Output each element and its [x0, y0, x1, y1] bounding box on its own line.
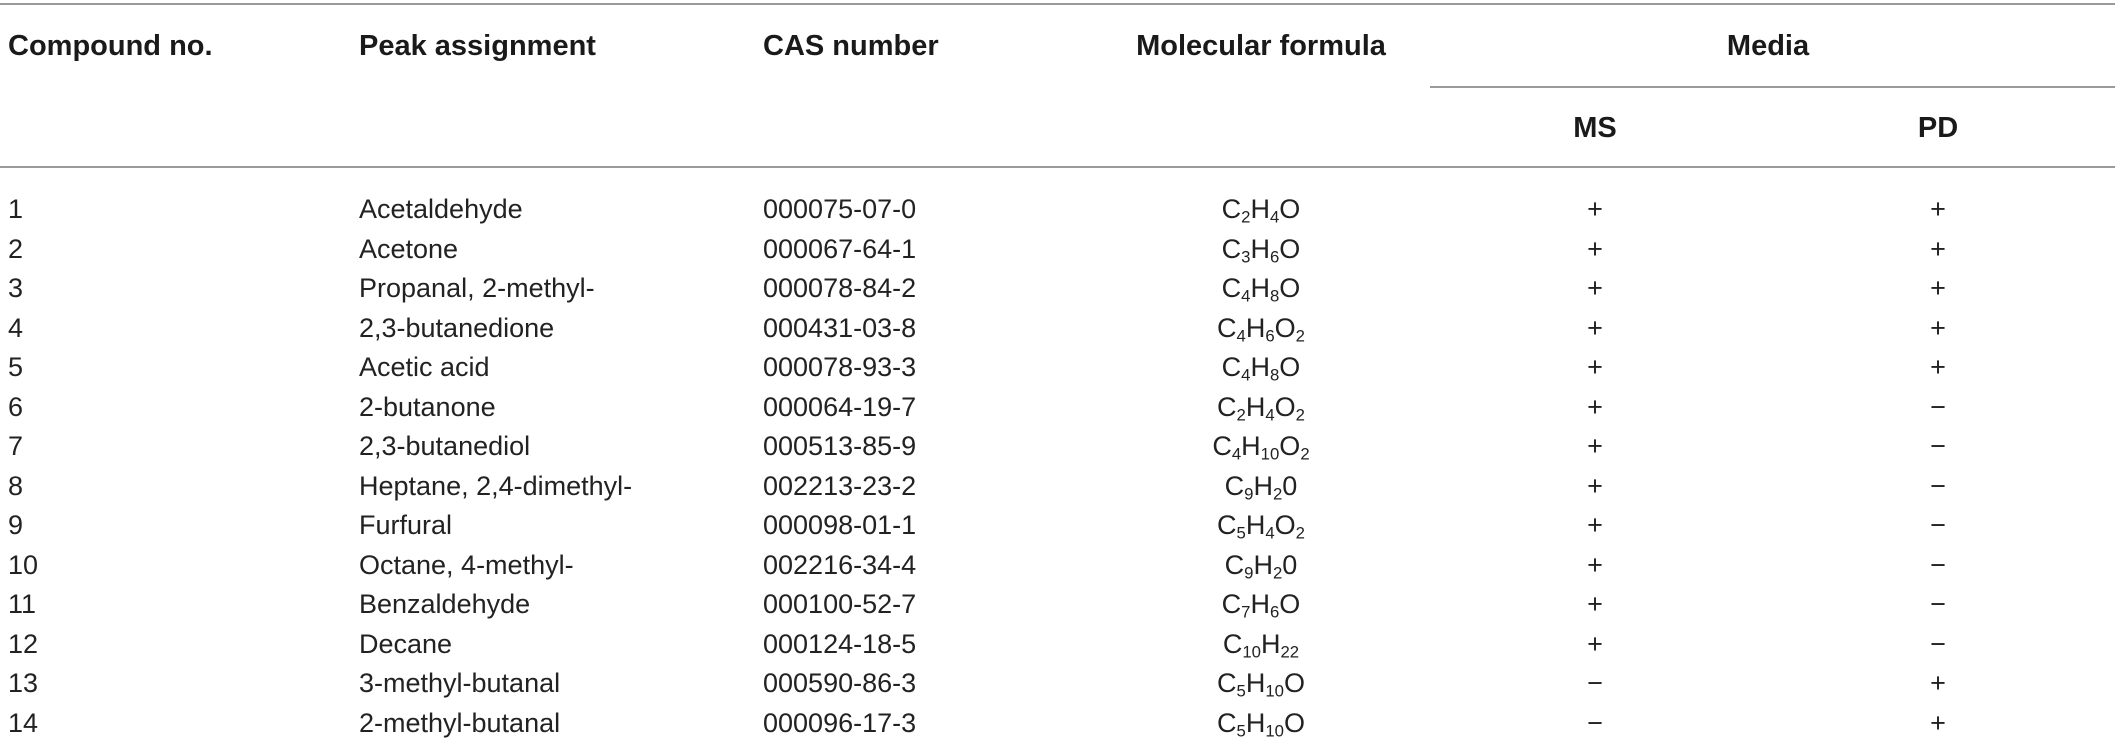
pd-cell: + [1930, 708, 1946, 738]
pd-cell: − [1930, 392, 1946, 422]
media-rule [1430, 86, 2115, 88]
cas-number-cell: 000064-19-7 [763, 392, 917, 422]
pd-cell: − [1930, 510, 1946, 540]
cas-number-cell: 000100-52-7 [763, 589, 917, 619]
formula-subscript: 6 [1269, 247, 1280, 267]
molecular-formula-cell: $C_9H_20$ [1224, 471, 1298, 504]
peak-assignment-cell: Acetaldehyde [359, 194, 523, 224]
peak-assignment-cell: Acetic acid [359, 352, 490, 382]
compound-no-cell: 5 [8, 352, 24, 382]
ms-cell: + [1587, 392, 1603, 422]
pd-cell: + [1930, 313, 1946, 343]
ms-cell: + [1587, 194, 1603, 224]
ms-cell: + [1587, 313, 1603, 343]
ms-cell: + [1587, 550, 1603, 580]
peak-assignment-cell: 2-methyl-butanal [359, 708, 561, 738]
cas-number-cell: 002216-34-4 [763, 550, 917, 580]
ms-cell: + [1587, 234, 1603, 264]
cas-number-cell: 000431-03-8 [763, 313, 917, 343]
formula-subscript: 4 [1265, 405, 1275, 425]
formula-subscript: 4 [1236, 326, 1246, 346]
ms-cell: + [1587, 273, 1603, 303]
pd-cell: + [1930, 273, 1946, 303]
molecular-formula-cell: $C_7H_6O$ [1221, 589, 1301, 622]
header-media: Media [1726, 30, 1810, 62]
pd-cell: + [1930, 352, 1946, 382]
pd-cell: − [1930, 589, 1946, 619]
formula-subscript: 5 [1236, 721, 1246, 741]
ms-cell: + [1587, 431, 1603, 461]
pd-cell: + [1930, 234, 1946, 264]
cas-number-cell: 002213-23-2 [763, 471, 917, 501]
peak-assignment-cell: Acetone [359, 234, 459, 264]
header-compound-no: Compound no. [8, 30, 213, 62]
formula-subscript: 2 [1300, 444, 1310, 464]
formula-subscript: 8 [1269, 365, 1280, 385]
formula-subscript: 10 [1265, 681, 1284, 701]
pd-cell: − [1930, 629, 1946, 659]
compound-no-cell: 13 [8, 668, 39, 698]
compound-no-cell: 4 [8, 313, 24, 343]
pd-cell: − [1930, 431, 1946, 461]
molecular-formula-cell: $C_2H_4O_2$ [1217, 392, 1305, 425]
peak-assignment-cell: Octane, 4-methyl- [359, 550, 574, 580]
formula-subscript: 2 [1295, 523, 1305, 543]
compound-no-cell: 7 [8, 431, 24, 461]
formula-subscript: 7 [1241, 602, 1251, 622]
molecular-formula-cell: $C_9H_20$ [1224, 550, 1298, 583]
cas-number-cell: 000124-18-5 [763, 629, 917, 659]
molecular-formula-cell: $C_2H_4O$ [1221, 194, 1301, 227]
compound-no-cell: 10 [8, 550, 39, 580]
formula-subscript: 10 [1265, 721, 1284, 741]
header-peak-assignment: Peak assignment [359, 30, 596, 62]
cas-number-cell: 000096-17-3 [763, 708, 917, 738]
molecular-formula-cell: $C_5H_4O_2$ [1217, 510, 1305, 543]
header-pd: PD [1917, 112, 1959, 144]
cas-number-cell: 000513-85-9 [763, 431, 917, 461]
top-rule [0, 3, 2115, 5]
formula-subscript: 3 [1241, 247, 1251, 267]
compound-no-cell: 12 [8, 629, 39, 659]
compound-no-cell: 11 [8, 589, 37, 619]
formula-subscript: 2 [1295, 326, 1305, 346]
peak-assignment-cell: Heptane, 2,4-dimethyl- [359, 471, 633, 501]
formula-subscript: 4 [1231, 444, 1242, 464]
molecular-formula-cell: $C_5H_{10}O$ [1217, 668, 1305, 701]
ms-cell: − [1587, 708, 1603, 738]
molecular-formula-cell: $C_{10}H_{22}$ [1222, 629, 1300, 662]
compound-no-cell: 2 [8, 234, 24, 264]
peak-assignment-cell: Decane [359, 629, 453, 659]
formula-subscript: 4 [1265, 523, 1275, 543]
formula-subscript: 4 [1269, 207, 1280, 227]
molecular-formula-cell: $C_4H_8O$ [1221, 352, 1301, 385]
formula-subscript: 6 [1265, 326, 1275, 346]
molecular-formula-cell: $C_4H_6O_2$ [1217, 313, 1305, 346]
molecular-formula-cell: $C_3H_6O$ [1221, 234, 1301, 267]
pd-cell: − [1930, 550, 1946, 580]
formula-subscript: 22 [1280, 642, 1300, 662]
compound-no-cell: 9 [8, 510, 24, 540]
ms-cell: + [1587, 471, 1603, 501]
formula-subscript: 2 [1272, 563, 1283, 583]
header-cas-number: CAS number [763, 30, 939, 62]
peak-assignment-cell: 3-methyl-butanal [359, 668, 561, 698]
compound-no-cell: 8 [8, 471, 24, 501]
header-bottom-rule [0, 166, 2115, 168]
formula-subscript: 2 [1236, 405, 1246, 425]
formula-subscript: 6 [1269, 602, 1280, 622]
molecular-formula-cell: $C_4H_{10}O_2$ [1212, 431, 1310, 464]
formula-subscript: 2 [1295, 405, 1305, 425]
formula-subscript: 10 [1260, 444, 1280, 464]
cas-number-cell: 000067-64-1 [763, 234, 917, 264]
peak-assignment-cell: 2-butanone [359, 392, 496, 422]
formula-subscript: 2 [1272, 484, 1283, 504]
compound-no-cell: 1 [8, 194, 24, 224]
ms-cell: + [1587, 510, 1603, 540]
cas-number-cell: 000075-07-0 [763, 194, 917, 224]
cas-number-cell: 000098-01-1 [763, 510, 917, 540]
molecular-formula-cell: $C_4H_8O$ [1221, 273, 1301, 306]
formula-subscript: 4 [1241, 286, 1251, 306]
ms-cell: + [1587, 352, 1603, 382]
cas-number-cell: 000590-86-3 [763, 668, 917, 698]
peak-assignment-cell: 2,3-butanedione [359, 313, 555, 343]
peak-assignment-cell: Benzaldehyde [359, 589, 531, 619]
formula-subscript: 9 [1244, 563, 1254, 583]
pd-cell: + [1930, 194, 1946, 224]
formula-subscript: 8 [1269, 286, 1280, 306]
header-molecular-formula: Molecular formula [1136, 30, 1386, 62]
ms-cell: − [1587, 668, 1603, 698]
formula-subscript: 9 [1244, 484, 1254, 504]
peak-assignment-cell: Furfural [359, 510, 453, 540]
formula-subscript: 2 [1241, 207, 1251, 227]
cas-number-cell: 000078-93-3 [763, 352, 917, 382]
peak-assignment-cell: 2,3-butanediol [359, 431, 531, 461]
cas-number-cell: 000078-84-2 [763, 273, 917, 303]
formula-subscript: 5 [1236, 681, 1246, 701]
compound-no-cell: 14 [8, 708, 39, 738]
ms-cell: + [1587, 629, 1603, 659]
pd-cell: − [1930, 471, 1946, 501]
formula-subscript: 4 [1241, 365, 1251, 385]
formula-subscript: 5 [1236, 523, 1246, 543]
ms-cell: + [1587, 589, 1603, 619]
molecular-formula-cell: $C_5H_{10}O$ [1217, 708, 1305, 741]
peak-assignment-cell: Propanal, 2-methyl- [359, 273, 595, 303]
formula-subscript: 10 [1242, 642, 1261, 662]
header-ms: MS [1573, 112, 1617, 144]
compound-no-cell: 6 [8, 392, 24, 422]
compound-no-cell: 3 [8, 273, 24, 303]
pd-cell: + [1930, 668, 1946, 698]
